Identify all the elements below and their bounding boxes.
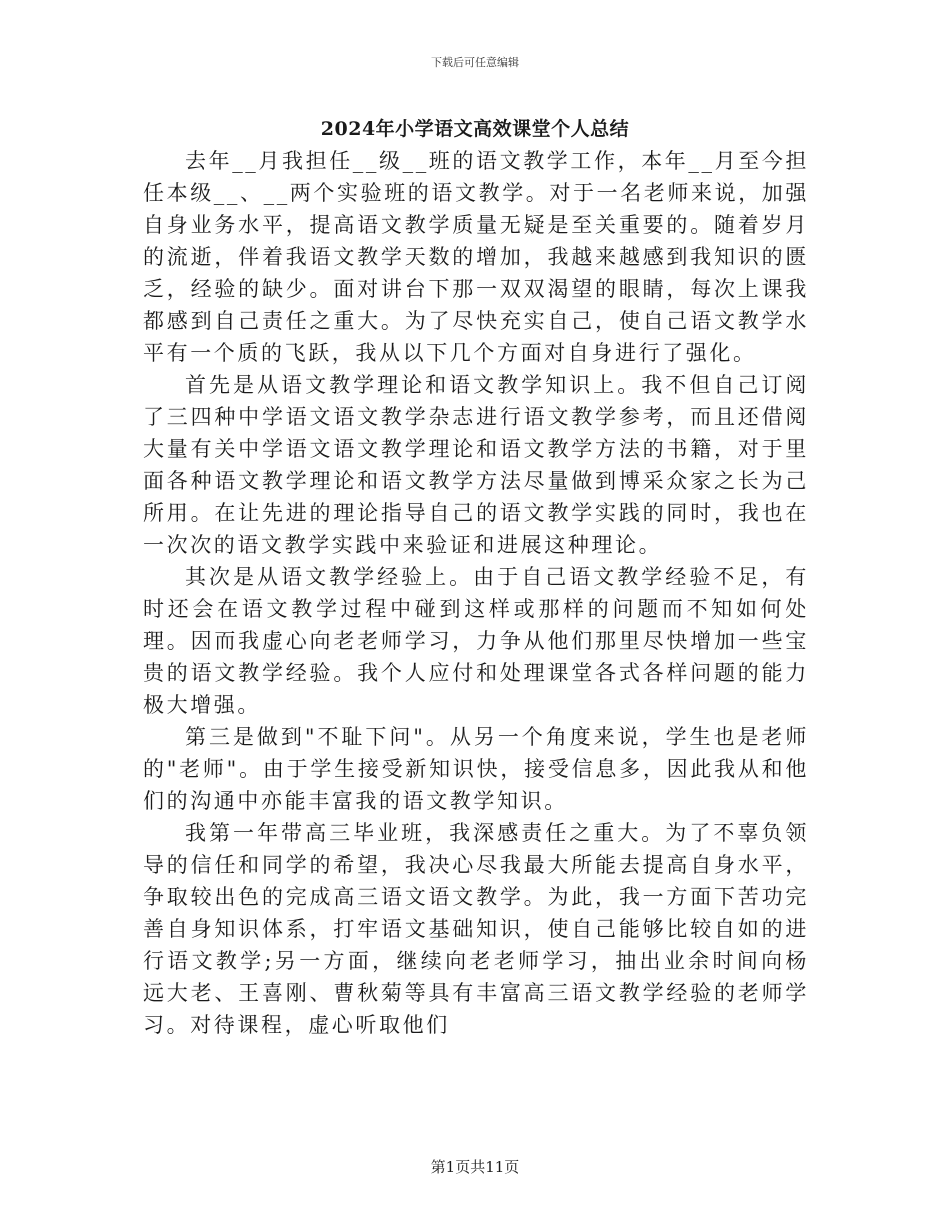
header-note: 下载后可任意编辑 <box>431 56 519 69</box>
document-body <box>143 145 809 1041</box>
paragraph-2: 首先是从语文教学理论和语文教学知识上。我不但自己订阅了三四种中学语文语文教学杂志进行语文教学参考，而且还借阅大量有关中学语文语文教学理论和语文教学方法的书籍，对于里面各种语文教学理论和语文教学方法尽量做到博采众家之长为己所用。在让先进的理论指导自己的语文教学实践的同时，我也在一次次的语文教学实践中来验证和进展这种理论。 <box>143 373 809 557</box>
paragraph-3: 其次是从语文教学经验上。由于自己语文教学经验不足，有时还会在语文教学过程中碰到这样或那样的问题而不知如何处理。因而我虚心向老老师学习，力争从他们那里尽快增加一些宝贵的语文教学经验。我个人应付和处理课堂各式各样问题的能力极大增强。 <box>143 565 809 717</box>
paragraph-4: 第三是做到"不耻下问"。从另一个角度来说，学生也是老师的"老师"。由于学生接受新知识快，接受信息多，因此我从和他们的沟通中亦能丰富我的语文教学知识。 <box>143 725 809 813</box>
paragraph-5: 我第一年带高三毕业班，我深感责任之重大。为了不辜负领导的信任和同学的希望，我决心尽我最大所能去提高自身水平，争取较出色的完成高三语文语文教学。为此，我一方面下苦功完善自身知识体系，打牢语文基础知识，使自己能够比较自如的进行语文教学;另一方面，继续向老老师学习，抽出业余时间向杨远大老、王喜刚、曹秋菊等具有丰富高三语文教学经验的老师学习。对待课程，虚心听取他们 <box>143 821 809 1037</box>
page-number-footer: 第1页共11页 <box>430 1158 520 1176</box>
paragraph-1: 去年__月我担任__级__班的语文教学工作，本年__月至今担任本级__、__两个实验班的语文教学。对于一名老师来说，加强自身业务水平，提高语文教学质量无疑是至关重要的。随着岁月的流逝，伴着我语文教学天数的增加，我越来越感到我知识的匮乏，经验的缺少。面对讲台下那一双双渴望的眼睛，每次上课我都感到自己责任之重大。为了尽快充实自己，使自己语文教学水平有一个质的飞跃，我从以下几个方面对自身进行了强化。 <box>143 149 809 365</box>
document-title: 2024年小学语文高效课堂个人总结 <box>320 118 630 140</box>
